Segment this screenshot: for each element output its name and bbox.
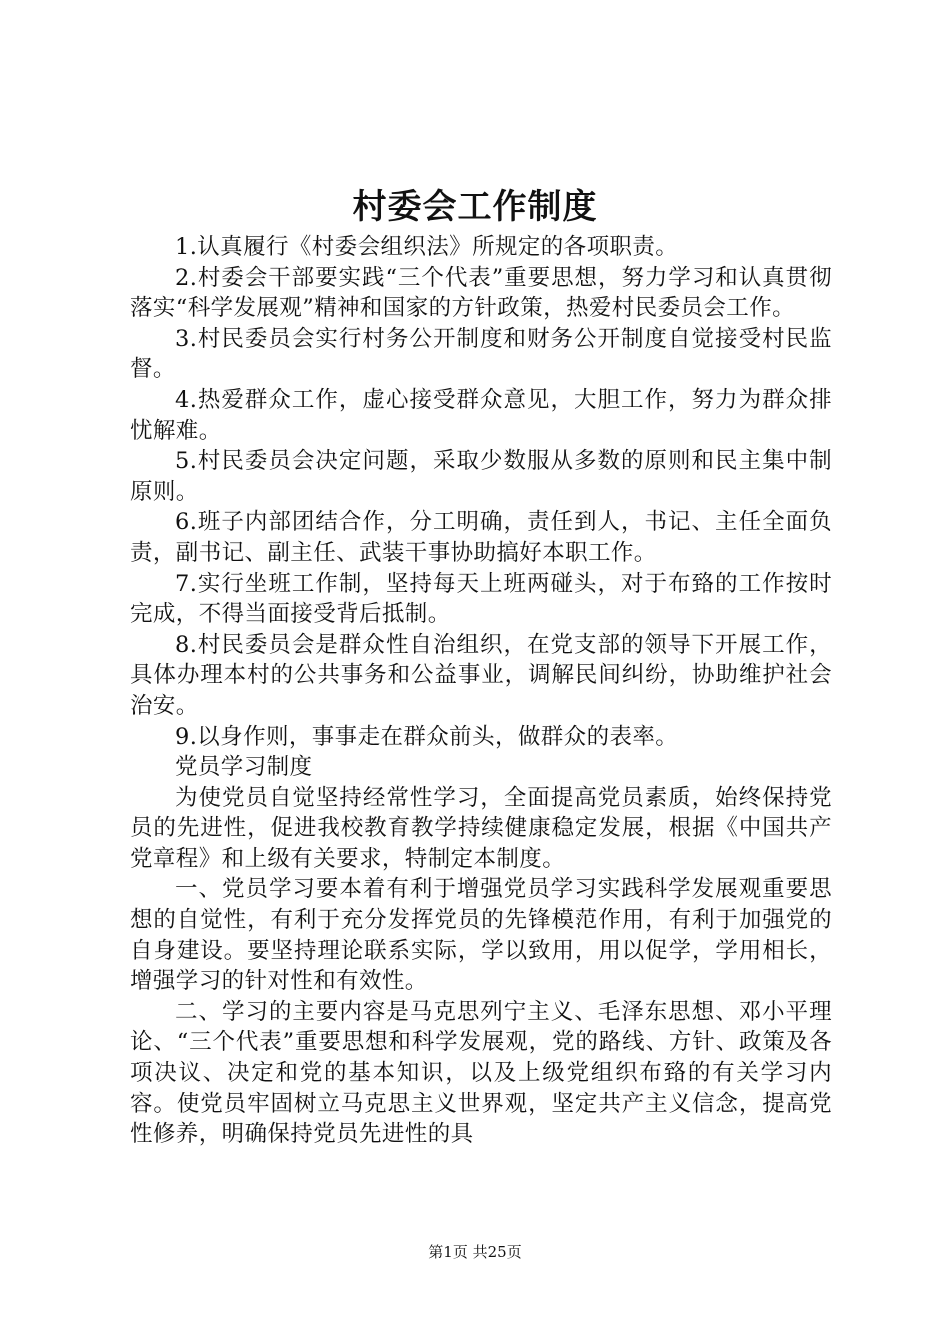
document-title: 村委会工作制度 [352, 187, 598, 227]
paragraph-section-2: 二、学习的主要内容是马克思列宁主义、毛泽东思想、邓小平理论、“三个代表”重要思想和科学发展观，党的路线、方针、政策及各项决议、决定和党的基本知识，以及上级党组织布臵的有关学习内容。使党员牢固树立马克思主义世界观，坚定共产主义信念，提高党性修养，明确保持党员先进性的具 [130, 998, 832, 1148]
section-heading: 党员学习制度 [175, 754, 313, 781]
paragraph-intro: 为使党员自觉坚持经常性学习，全面提高党员素质，始终保持党员的先进性，促进我校教育教学持续健康稳定发展，根据《中国共产党章程》和上级有关要求，特制定本制度。 [130, 784, 832, 872]
paragraph-9: 9.以身作则，事事走在群众前头，做群众的表率。 [175, 723, 679, 750]
paragraph-section-1: 一、党员学习要本着有利于增强党员学习实践科学发展观重要思想的自觉性，有利于充分发挥党员的先锋模范作用，有利于加强党的自身建设。要坚持理论联系实际，学以致用，用以促学，学用相长，增强学习的针对性和有效性。 [130, 876, 832, 995]
document-body [130, 232, 832, 1150]
page-footer: 第1页 共25页 [428, 1243, 522, 1261]
paragraph-3: 3.村民委员会实行村务公开制度和财务公开制度自觉接受村民监督。 [130, 325, 832, 383]
paragraph-4: 4.热爱群众工作，虚心接受群众意见，大胆工作，努力为群众排忧解难。 [130, 386, 832, 444]
paragraph-5: 5.村民委员会决定问题，采取少数服从多数的原则和民主集中制原则。 [130, 448, 832, 505]
paragraph-6: 6.班子内部团结合作，分工明确，责任到人，书记、主任全面负责，副书记、副主任、武装干事协助搞好本职工作。 [130, 509, 832, 566]
paragraph-7: 7.实行坐班工作制，坚持每天上班两碰头，对于布臵的工作按时完成，不得当面接受背后抵制。 [130, 570, 832, 628]
paragraph-8: 8.村民委员会是群众性自治组织，在党支部的领导下开展工作，具体办理本村的公共事务和公益事业，调解民间纠纷，协助维护社会治安。 [130, 631, 832, 719]
paragraph-2: 2.村委会干部要实践“三个代表”重要思想，努力学习和认真贯彻落实“科学发展观”精神和国家的方针政策，热爱村民委员会工作。 [130, 264, 832, 322]
paragraph-1: 1.认真履行《村委会组织法》所规定的各项职责。 [175, 234, 679, 260]
